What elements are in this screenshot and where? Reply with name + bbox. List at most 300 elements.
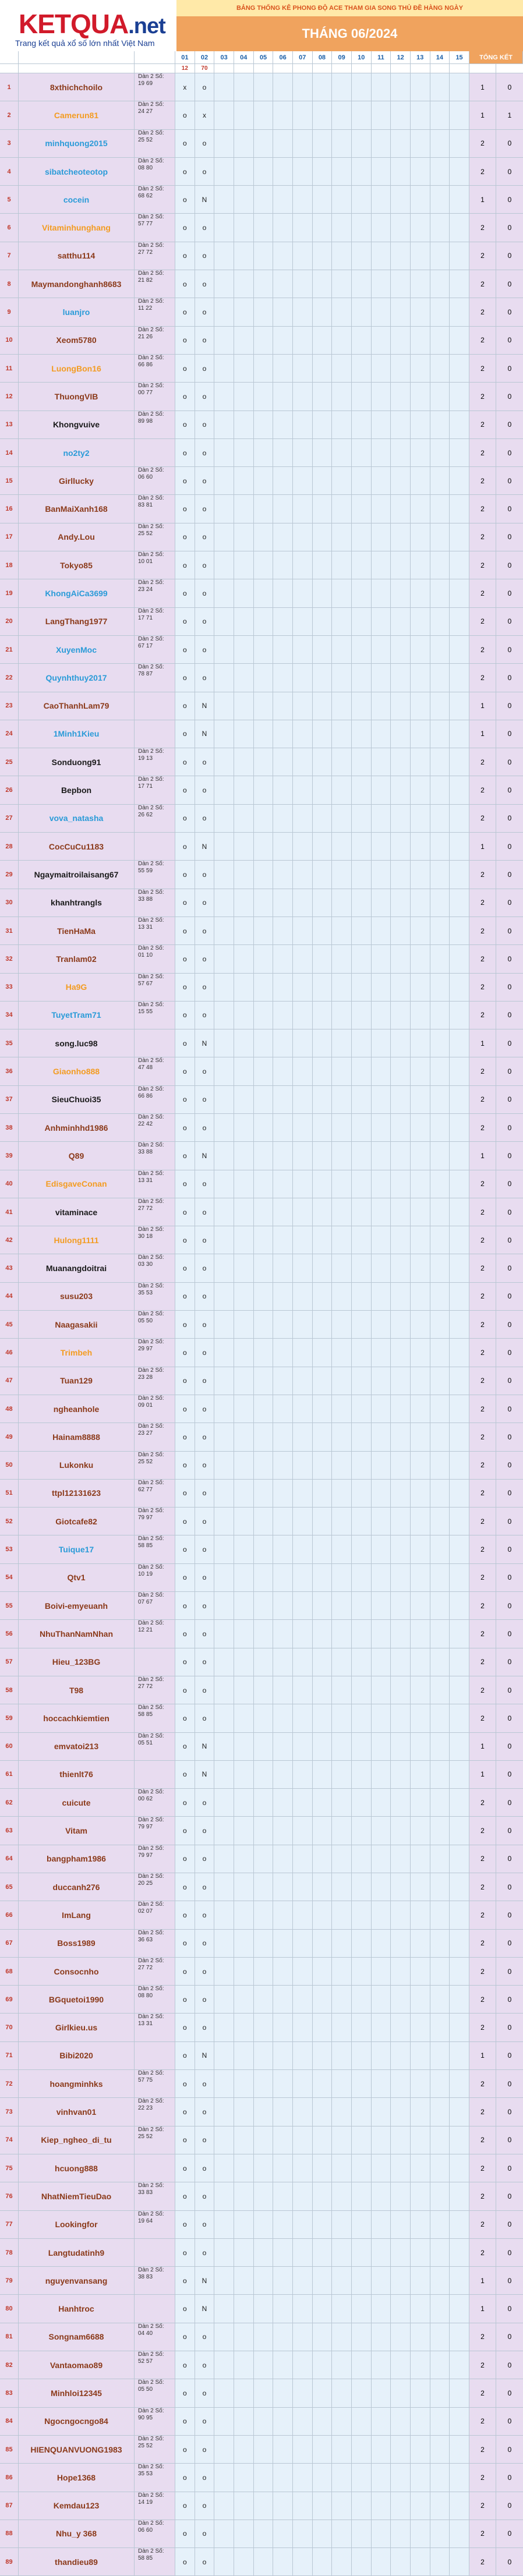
- day-result-cell: [450, 1958, 469, 1985]
- prediction-label: Dàn 2 Số:: [138, 2351, 164, 2358]
- day-result-cell: o: [195, 1592, 215, 1619]
- day-result-cell: [313, 523, 333, 551]
- member-name[interactable]: Muanangdoitrai: [19, 1254, 135, 1282]
- row-number: 37: [0, 1086, 19, 1113]
- day-result-cell: [293, 889, 313, 917]
- member-name[interactable]: Girllucky: [19, 467, 135, 494]
- day-result-cell: [352, 1311, 372, 1338]
- row-number: 68: [0, 1958, 19, 1985]
- member-name[interactable]: Tokyo85: [19, 551, 135, 579]
- prediction-label: Dàn 2 Số:: [138, 1508, 164, 1515]
- member-name[interactable]: ngheanhole: [19, 1395, 135, 1423]
- member-name[interactable]: thandieu89: [19, 2548, 135, 2575]
- member-name[interactable]: Bepbon: [19, 776, 135, 804]
- day-result-cell: o: [195, 945, 215, 972]
- member-name[interactable]: TienHaMa: [19, 917, 135, 944]
- member-name[interactable]: vinhvan01: [19, 2098, 135, 2125]
- table-row: [0, 2436, 523, 2464]
- member-name[interactable]: EdisgaveConan: [19, 1170, 135, 1198]
- member-name[interactable]: Andy.Lou: [19, 523, 135, 551]
- total-count: 1: [469, 1733, 496, 1760]
- day-result-cell: [450, 2492, 469, 2520]
- day-result-cell: [411, 1845, 430, 1873]
- member-name[interactable]: Camerun81: [19, 101, 135, 129]
- day-result-cell: o: [175, 2267, 195, 2294]
- prediction-numbers: [135, 1817, 175, 1844]
- day-result-cell: [450, 2182, 469, 2210]
- day-header: 13: [411, 51, 430, 63]
- day-result-cell: [313, 579, 333, 607]
- total-count: 2: [469, 2014, 496, 2041]
- member-name[interactable]: nguyenvansang: [19, 2267, 135, 2294]
- day-result-cell: [352, 1395, 372, 1423]
- day-result-cell: [411, 1254, 430, 1282]
- day-result-cell: [313, 748, 333, 776]
- member-name[interactable]: KhongAiCa3699: [19, 579, 135, 607]
- member-name[interactable]: Consocnho: [19, 1958, 135, 1985]
- day-result-cell: [273, 1817, 293, 1844]
- day-result-cell: [430, 1761, 450, 1788]
- day-result-cell: [214, 1845, 234, 1873]
- win-count: 0: [496, 467, 523, 494]
- day-result-cell: o: [195, 1789, 215, 1816]
- member-name[interactable]: T98: [19, 1676, 135, 1704]
- day-result-cell: [313, 186, 333, 213]
- day-result-cell: [234, 158, 254, 185]
- day-result-cell: o: [175, 917, 195, 944]
- table-row: [0, 439, 523, 467]
- member-name[interactable]: HIENQUANVUONG1983: [19, 2436, 135, 2463]
- member-name[interactable]: Q89: [19, 1142, 135, 1169]
- day-result-cell: [273, 1873, 293, 1901]
- total-count: 2: [469, 2323, 496, 2351]
- day-result-cell: [214, 889, 234, 917]
- day-result-cell: [313, 1423, 333, 1450]
- member-name[interactable]: Boivi-emyeuanh: [19, 1592, 135, 1619]
- member-name[interactable]: ttpl12131623: [19, 1480, 135, 1507]
- prediction-values: 02 07: [138, 1908, 153, 1915]
- day-result-cell: [411, 2070, 430, 2097]
- day-result-cell: [391, 2154, 411, 2182]
- member-name[interactable]: Girlkieu.us: [19, 2014, 135, 2041]
- day-result-cell: [254, 467, 274, 494]
- member-name[interactable]: Ha9G: [19, 974, 135, 1001]
- member-name[interactable]: hcuong888: [19, 2154, 135, 2182]
- member-name[interactable]: Kemdau123: [19, 2492, 135, 2520]
- member-name[interactable]: 1Minh1Kieu: [19, 720, 135, 748]
- day-result-cell: o: [175, 242, 195, 270]
- day-result-cell: [352, 1873, 372, 1901]
- row-number: 35: [0, 1029, 19, 1057]
- day-result-cell: [352, 1704, 372, 1732]
- member-name[interactable]: minhquong2015: [19, 130, 135, 157]
- member-name[interactable]: luanjro: [19, 298, 135, 325]
- member-name[interactable]: cocein: [19, 186, 135, 213]
- day-result-cell: o: [195, 523, 215, 551]
- member-name[interactable]: bangpham1986: [19, 1845, 135, 1873]
- table-row: [0, 355, 523, 383]
- day-result-cell: [430, 1930, 450, 1957]
- day-result-cell: [332, 495, 352, 522]
- member-name[interactable]: Hope1368: [19, 2464, 135, 2491]
- day-result-cell: [313, 2492, 333, 2520]
- member-name[interactable]: Hanhtroc: [19, 2295, 135, 2322]
- day-result-cell: [372, 1142, 391, 1169]
- day-result-cell: [254, 2548, 274, 2575]
- day-result-cell: [352, 1480, 372, 1507]
- day-result-cell: [352, 636, 372, 663]
- member-name[interactable]: ImLang: [19, 1901, 135, 1929]
- member-name[interactable]: Songnam6688: [19, 2323, 135, 2351]
- member-name[interactable]: ThuongVIB: [19, 383, 135, 410]
- day-result-cell: [430, 1873, 450, 1901]
- day-result-cell: [430, 664, 450, 691]
- win-count: 0: [496, 242, 523, 270]
- day-result-cell: [234, 805, 254, 832]
- table-row: [0, 242, 523, 270]
- member-name[interactable]: Trimbeh: [19, 1339, 135, 1366]
- day-result-cell: [234, 1057, 254, 1085]
- table-row: [0, 1535, 523, 1563]
- day-result-cell: [293, 805, 313, 832]
- table-row: [0, 2211, 523, 2239]
- day-result-cell: [411, 2042, 430, 2069]
- member-name[interactable]: Tuan129: [19, 1367, 135, 1395]
- day-result-cell: [273, 214, 293, 241]
- day-result-cell: [332, 1283, 352, 1310]
- table-row: [0, 214, 523, 242]
- member-name[interactable]: XuyenMoc: [19, 636, 135, 663]
- day-result-cell: [273, 1901, 293, 1929]
- row-number: 17: [0, 523, 19, 551]
- day-header: 01: [175, 51, 195, 63]
- day-result-cell: [352, 579, 372, 607]
- member-name[interactable]: Lukonku: [19, 1452, 135, 1479]
- day-result-cell: o: [175, 1592, 195, 1619]
- row-number: 50: [0, 1452, 19, 1479]
- member-name[interactable]: Giaonho888: [19, 1057, 135, 1085]
- day-result-cell: [254, 1367, 274, 1395]
- day-result-cell: [214, 579, 234, 607]
- day-result-cell: [430, 327, 450, 354]
- member-name[interactable]: Tranlam02: [19, 945, 135, 972]
- member-name[interactable]: Naagasakii: [19, 1311, 135, 1338]
- day-result-cell: [391, 1311, 411, 1338]
- day-result-cell: [430, 2267, 450, 2294]
- day-result-cell: o: [175, 579, 195, 607]
- member-name[interactable]: Vantaomao89: [19, 2351, 135, 2379]
- prediction-numbers: [135, 2379, 175, 2407]
- member-name[interactable]: Sonduong91: [19, 748, 135, 776]
- day-result-cell: [352, 833, 372, 860]
- member-name[interactable]: thienlt76: [19, 1761, 135, 1788]
- member-name[interactable]: LangThang1977: [19, 608, 135, 635]
- member-name[interactable]: sibatcheoteotop: [19, 158, 135, 185]
- day-result-cell: [430, 608, 450, 635]
- member-name[interactable]: Vitaminhunghang: [19, 214, 135, 241]
- day-result-cell: [391, 523, 411, 551]
- member-name[interactable]: Lookingfor: [19, 2211, 135, 2238]
- member-name[interactable]: TuyetTram71: [19, 1002, 135, 1029]
- day-result-cell: [234, 1845, 254, 1873]
- day-result-cell: [293, 1620, 313, 1647]
- day-result-cell: N: [195, 1761, 215, 1788]
- member-name[interactable]: hoangminhks: [19, 2070, 135, 2097]
- member-name[interactable]: song.luc98: [19, 1029, 135, 1057]
- win-count: 0: [496, 158, 523, 185]
- day-result-cell: o: [195, 2126, 215, 2154]
- brand-net: .net: [128, 14, 165, 38]
- member-name[interactable]: no2ty2: [19, 439, 135, 466]
- day-result-cell: [313, 2154, 333, 2182]
- total-count: 2: [469, 1086, 496, 1113]
- day-result-cell: [450, 439, 469, 466]
- member-name[interactable]: BanMaiXanh168: [19, 495, 135, 522]
- day-result-cell: [313, 2379, 333, 2407]
- day-result-cell: [391, 495, 411, 522]
- prediction-numbers: [135, 2520, 175, 2547]
- member-name[interactable]: Hulong1111: [19, 1226, 135, 1254]
- day-result-cell: [450, 579, 469, 607]
- table-row: [0, 805, 523, 833]
- day-result-cell: [391, 1480, 411, 1507]
- member-name[interactable]: Boss1989: [19, 1930, 135, 1957]
- day-result-cell: [273, 1170, 293, 1198]
- table-row: [0, 1452, 523, 1480]
- win-count: 0: [496, 73, 523, 101]
- member-name[interactable]: vitaminace: [19, 1198, 135, 1226]
- day-result-cell: [450, 2154, 469, 2182]
- day-result-cell: [430, 1789, 450, 1816]
- day-result-cell: [411, 495, 430, 522]
- prediction-values: 01 10: [138, 952, 153, 959]
- table-row: [0, 1873, 523, 1901]
- member-name[interactable]: Xeom5780: [19, 327, 135, 354]
- prediction-numbers: [135, 523, 175, 551]
- day-result-cell: o: [195, 1226, 215, 1254]
- prediction-numbers: [135, 636, 175, 663]
- day-result-cell: [234, 776, 254, 804]
- member-name[interactable]: Minhloi12345: [19, 2379, 135, 2407]
- member-name[interactable]: Nhu_y 368: [19, 2520, 135, 2547]
- day-result: [313, 64, 333, 73]
- day-result-cell: [352, 1283, 372, 1310]
- member-name[interactable]: Giotcafe82: [19, 1508, 135, 1535]
- member-name[interactable]: BGquetoi1990: [19, 1986, 135, 2013]
- prediction-numbers: [135, 495, 175, 522]
- member-name[interactable]: Quynhthuy2017: [19, 664, 135, 691]
- day-result-cell: [430, 1452, 450, 1479]
- day-result-cell: [332, 1564, 352, 1591]
- member-name[interactable]: cuicute: [19, 1789, 135, 1816]
- day-result-cell: [293, 1452, 313, 1479]
- row-number: 20: [0, 608, 19, 635]
- win-count: 0: [496, 974, 523, 1001]
- member-name[interactable]: khanhtrangls: [19, 889, 135, 917]
- prediction-label: Dàn 2 Số:: [138, 1142, 164, 1149]
- total-count: 2: [469, 945, 496, 972]
- day-result-cell: [352, 383, 372, 410]
- day-result-cell: [450, 1845, 469, 1873]
- day-result-cell: [332, 1254, 352, 1282]
- day-result-cell: [450, 945, 469, 972]
- row-number: 53: [0, 1535, 19, 1563]
- result-total: [469, 64, 496, 73]
- row-number: 55: [0, 1592, 19, 1619]
- win-count: 0: [496, 1452, 523, 1479]
- day-result: [391, 64, 411, 73]
- day-result-cell: [391, 2436, 411, 2463]
- day-result-cell: [332, 2295, 352, 2322]
- member-name[interactable]: Hainam8888: [19, 1423, 135, 1450]
- site-logo[interactable]: [0, 0, 176, 51]
- prediction-numbers: [135, 889, 175, 917]
- day-result-cell: [391, 411, 411, 438]
- day-result-cell: [313, 805, 333, 832]
- day-result-cell: [273, 579, 293, 607]
- member-name[interactable]: Tuique17: [19, 1535, 135, 1563]
- day-result-cell: [214, 2379, 234, 2407]
- day-result-cell: [372, 355, 391, 382]
- day-result-cell: [332, 1226, 352, 1254]
- day-result-cell: [332, 1845, 352, 1873]
- day-result-cell: [391, 439, 411, 466]
- prediction-label: Dàn 2 Số:: [138, 1367, 164, 1374]
- prediction-numbers: [135, 411, 175, 438]
- member-name[interactable]: Khongvuive: [19, 411, 135, 438]
- row-number: 59: [0, 1704, 19, 1732]
- day-result-cell: [391, 73, 411, 101]
- day-result-cell: [254, 889, 274, 917]
- member-name[interactable]: Anhminhhd1986: [19, 1114, 135, 1141]
- member-name[interactable]: duccanh276: [19, 1873, 135, 1901]
- day-result-cell: [450, 1930, 469, 1957]
- member-name[interactable]: Vitam: [19, 1817, 135, 1844]
- day-result-cell: o: [175, 1480, 195, 1507]
- member-name[interactable]: LuongBon16: [19, 355, 135, 382]
- day-result-cell: [234, 945, 254, 972]
- member-name[interactable]: Bibi2020: [19, 2042, 135, 2069]
- day-result-cell: [372, 579, 391, 607]
- day-result-cell: o: [175, 1086, 195, 1113]
- day-result-cell: [273, 2070, 293, 2097]
- row-number: 46: [0, 1339, 19, 1366]
- day-result-cell: [313, 1029, 333, 1057]
- day-result-cell: [450, 1142, 469, 1169]
- member-name[interactable]: Hieu_123BG: [19, 1648, 135, 1676]
- member-name[interactable]: CaoThanhLam79: [19, 692, 135, 720]
- day-result-cell: [352, 1254, 372, 1282]
- day-result-cell: [332, 523, 352, 551]
- prediction-values: 25 52: [138, 2133, 153, 2140]
- day-result-cell: [430, 1733, 450, 1760]
- total-count: 1: [469, 2295, 496, 2322]
- prediction-values: 13 31: [138, 923, 153, 930]
- day-result-cell: [293, 1761, 313, 1788]
- day-result-cell: [430, 720, 450, 748]
- member-name[interactable]: satthu114: [19, 242, 135, 270]
- day-result-cell: [214, 551, 234, 579]
- prediction-numbers: [135, 1142, 175, 1169]
- day-result-cell: [273, 467, 293, 494]
- day-result-cell: [352, 1901, 372, 1929]
- day-result-cell: [391, 1452, 411, 1479]
- day-result-cell: [273, 1226, 293, 1254]
- day-result-cell: [273, 2351, 293, 2379]
- day-result-cell: [411, 1620, 430, 1647]
- day-result-cell: [411, 1901, 430, 1929]
- day-result-cell: [332, 1817, 352, 1844]
- row-number: 3: [0, 130, 19, 157]
- row-number: 76: [0, 2182, 19, 2210]
- member-name[interactable]: 8xthichchoilo: [19, 73, 135, 101]
- day-result-cell: [214, 186, 234, 213]
- day-result-cell: [293, 720, 313, 748]
- day-result-cell: [214, 523, 234, 551]
- member-name[interactable]: emvatoi213: [19, 1733, 135, 1760]
- prediction-numbers: [135, 1086, 175, 1113]
- member-name[interactable]: hoccachkiemtien: [19, 1704, 135, 1732]
- member-name[interactable]: susu203: [19, 1283, 135, 1310]
- member-name[interactable]: SieuChuoi35: [19, 1086, 135, 1113]
- day-result-cell: o: [195, 2379, 215, 2407]
- total-count: 2: [469, 214, 496, 241]
- day-result-cell: [293, 1226, 313, 1254]
- day-result-cell: [234, 1873, 254, 1901]
- day-result-cell: [293, 2098, 313, 2125]
- member-name[interactable]: Ngocngocngo84: [19, 2408, 135, 2435]
- member-name[interactable]: NhatNiemTieuDao: [19, 2182, 135, 2210]
- day-result-cell: [234, 2239, 254, 2266]
- member-name[interactable]: Kiep_ngheo_di_tu: [19, 2126, 135, 2154]
- member-name[interactable]: vova_natasha: [19, 805, 135, 832]
- day-result-cell: [254, 1480, 274, 1507]
- day-result-cell: N: [195, 2295, 215, 2322]
- day-result-cell: [273, 1395, 293, 1423]
- row-number: 31: [0, 917, 19, 944]
- day-result-cell: o: [195, 1423, 215, 1450]
- win-count: 0: [496, 1733, 523, 1760]
- day-result-cell: [293, 1873, 313, 1901]
- prediction-values: 00 77: [138, 390, 153, 397]
- day-result-cell: [430, 2436, 450, 2463]
- day-result-cell: o: [195, 1817, 215, 1844]
- member-name[interactable]: Qtv1: [19, 1564, 135, 1591]
- member-name[interactable]: NhuThanNamNhan: [19, 1620, 135, 1647]
- prediction-numbers: [135, 101, 175, 129]
- member-name[interactable]: CocCuCu1183: [19, 833, 135, 860]
- day-result-cell: [411, 748, 430, 776]
- day-header-row: [0, 51, 523, 64]
- member-name[interactable]: Maymandonghanh8683: [19, 270, 135, 298]
- day-result-cell: [273, 945, 293, 972]
- day-result-cell: [313, 1930, 333, 1957]
- day-result-cell: o: [175, 833, 195, 860]
- day-result-cell: [450, 551, 469, 579]
- prediction-values: 21 82: [138, 277, 153, 284]
- prediction-values: 62 77: [138, 1486, 153, 1493]
- day-result-cell: [214, 2548, 234, 2575]
- day-result-cell: [273, 2267, 293, 2294]
- member-name[interactable]: Ngaymaitroilaisang67: [19, 861, 135, 888]
- day-result-cell: [332, 1339, 352, 1366]
- prediction-numbers: [135, 73, 175, 101]
- day-result-cell: [273, 1452, 293, 1479]
- day-result-cell: [293, 1283, 313, 1310]
- prediction-label: Dàn 2 Số:: [138, 664, 164, 671]
- member-name[interactable]: Langtudatinh9: [19, 2239, 135, 2266]
- day-result-cell: o: [175, 130, 195, 157]
